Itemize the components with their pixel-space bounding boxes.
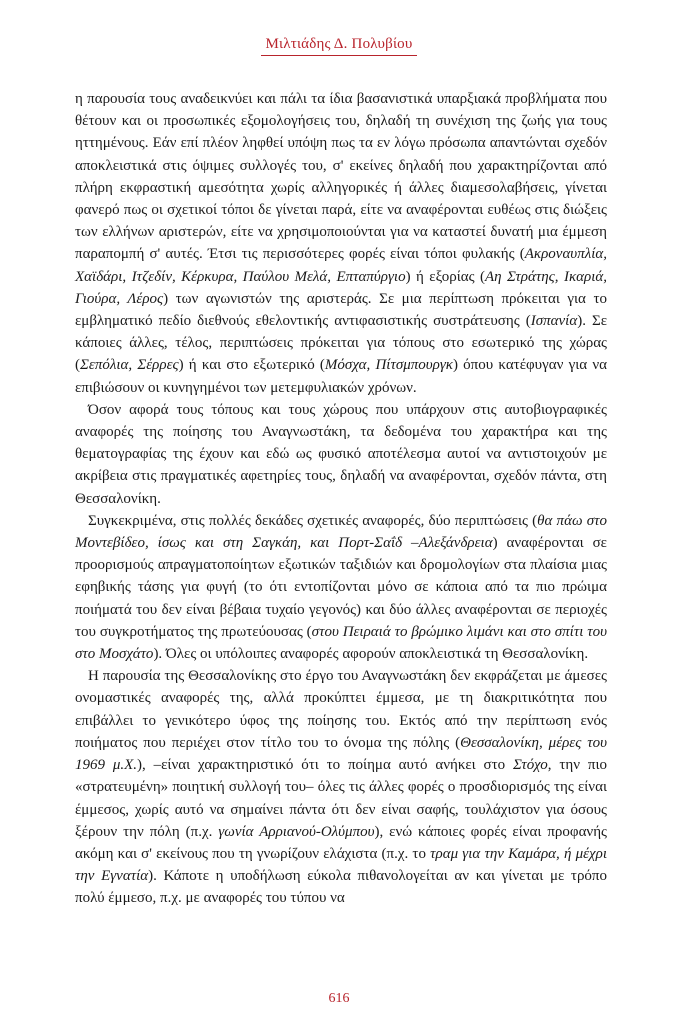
running-head (0, 36, 678, 56)
italic-segment: Στόχο (513, 757, 548, 774)
running-head-text: Μιλτιάδης Δ. Πολυβίου (261, 36, 416, 56)
text-segment: ), ενώ κάποιες φορές είναι προφανής ακόμη και σ' εκείνους που τη γνωρίζουν ελάχιστα (π.χ. το (75, 823, 607, 862)
italic-segment: Αη Στράτης, Ικαριά, Γιούρα, Λέρος (75, 268, 608, 307)
text-segment: ). Σε κάποιες άλλες, τέλος, περιπτώσεις πρόκειται για τόπους στο εσωτερικό της χώρας ( (75, 313, 608, 374)
italic-segment: θα πάω στο Μοντεβίδεο, ίσως και στη Σαγκάη, και Πορτ-Σαΐδ –Αλεξάνδρεια (75, 512, 607, 552)
text-segment: , την πιο «στρατευμένη» ποιητική συλλογή του– όλες τις άλλες φορές ο προσδιορισμός της είναι έμμεσος, χωρίς αυτό να σημαίνει πάντα ότι δεν είναι σαφής, τουλάχιστον για όσους ξέρουν την πόλη (π.χ. (75, 757, 608, 840)
body-text (75, 88, 607, 910)
italic-segment: Μόσχα, Πίτσμπουργκ (324, 357, 453, 374)
text-segment: ) των αγωνιστών της αριστεράς. Σε μια περίπτωση πρόκειται για το εμβληματικό πεδίο διεθνούς εθελοντικής αντιφασιστικής συστράτευσης ( (75, 290, 607, 330)
italic-segment: Ισπανία (530, 313, 578, 330)
text-segment: Όσον αφορά τους τόπους και τους χώρους που υπάρχουν στις αυτοβιογραφικές αναφορές της ποίησης του Αναγνωστάκη, τα δεδομένα του χαρακτήρα και της θεματογραφίας της έχουν και εδώ ως φυσικό αποτέλεσμα αυτοί να αντιστοιχούν με ακρίβεια στις πραγματικές αφετηρίες τους, δηλαδή να αναφέρονται, σχεδόν πάντα, στη Θεσσαλονίκη. (75, 401, 607, 507)
page-number: 616 (328, 991, 350, 1006)
text-segment: ) αναφέρονται σε προορισμούς απραγματοποίητων εξωτικών ταξιδιών και δρομολογίων στα πλαίσια μιας εφηβικής τάσης για φυγή (το ότι εντοπίζονται μόνο σε κάποια από τα πιο πρώιμα ποιήματά του δεν είναι βέβαια τυχαίο γεγονός) και δύο άλλες αναφέρονται σε περιοχές του συγκροτήματος της πρωτεύουσας ( (75, 535, 607, 640)
paragraph-3 (75, 510, 607, 665)
text-segment: ). Όλες οι υπόλοιπες αναφορές αφορούν αποκλειστικά τη Θεσσαλονίκη. (153, 646, 589, 663)
italic-segment: γωνία Αρριανού-Ολύμπου (218, 823, 375, 840)
text-segment: Συγκεκριμένα, στις πολλές δεκάδες σχετικές αναφορές, δύο περιπτώσεις ( (88, 512, 538, 529)
text-segment: ), –είναι χαρακτηριστικό ότι το ποίημα αυτό ανήκει στο (137, 757, 514, 774)
text-segment: ) ή και στο εξωτερικό ( (178, 357, 325, 374)
italic-segment: στου Πειραιά το βρώμικο λιμάνι και στο σπίτι του στο Μοσχάτο (75, 623, 607, 663)
italic-segment: Σεπόλια, Σέρρες (80, 357, 179, 374)
text-segment: η παρουσία τους αναδεικνύει και πάλι τα ίδια βασανιστικά υπαρξιακά προβλήματα που θέτουν και οι προσωπικές εξομολογήσεις του, δηλαδή τη συνέχιση της ζωής για τους ηττημένους. Εάν επί πλέον ληφθεί υπόψη πως τα εν λόγω πρόσωπα απαντώνται σχεδόν αποκλειστικά στις όψιμες συλλογές του, σ' εκείνες δηλαδή που χαρακτηρίζονται από πλήρη εκφραστική αμεσότητα χωρίς αλληγορικές ή άλλες διαμεσολαβήσεις, γίνεται φανερό πως οι σχετικοί τόποι δε γίνεται παρά, είτε να αναφέρονται ευθέως στις διώξεις των ελλήνων αριστερών, είτε να χρησιμοποιούνται για να καταστεί δυνατή μια έμμεση παραπομπή σ' αυτές. Έτσι τις περισσότερες φορές είναι τόποι φυλακής ( (75, 91, 607, 263)
paragraph-1 (75, 88, 607, 399)
text-segment: ) όπου κατέφυγαν για να επιβιώσουν οι κυνηγημένοι των μετεμφυλιακών χρόνων. (75, 357, 607, 396)
text-segment: ). Κάποτε η υποδήλωση εύκολα πιθανολογείται αν και γίνεται με τρόπο πολύ έμμεσο, π.χ. με αναφορές του τύπου να (75, 868, 608, 907)
italic-segment: τραμ για την Καμάρα, ή μέχρι την Εγνατία (75, 845, 607, 885)
text-segment: ) ή εξορίας ( (405, 268, 485, 285)
paragraph-2 (75, 399, 607, 510)
italic-segment: Ακροναυπλία, Χαϊδάρι, Ιτζεδίν, Κέρκυρα, Παύλου Μελά, Επταπύργιο (75, 246, 607, 285)
italic-segment: Θεσσαλονίκη, μέρες του 1969 μ.Χ. (75, 734, 607, 774)
paragraph-4 (75, 665, 607, 909)
text-segment: Η παρουσία της Θεσσαλονίκης στο έργο του Αναγνωστάκη δεν εκφράζεται με άμεσες ονομαστικές αναφορές της, αλλά προκύπτει έμμεσα, με τη διακριτικότητα που επιβάλλει το γενικότερο ύφος της ποίησης του. Εκτός από την περίπτωση ενός ποιήματος που περιέχει στον τίτλο του το όνομα της πόλης ( (75, 668, 607, 751)
